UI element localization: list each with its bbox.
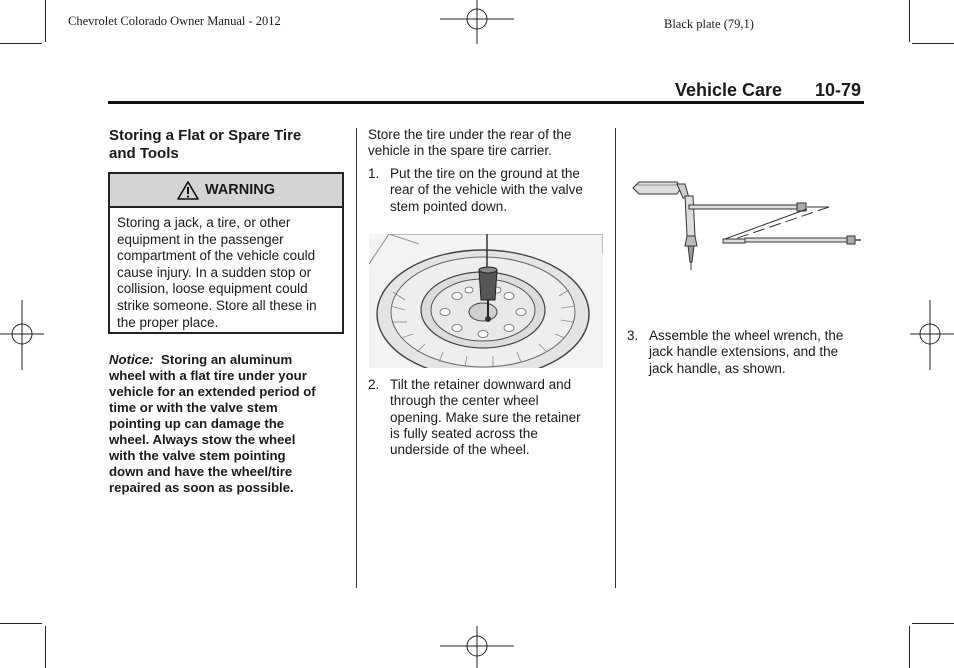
crop-mark-bottom-left-h: [0, 623, 42, 624]
step-line: is fully seated across the: [390, 425, 538, 441]
step-line: Tilt the retainer downward and: [390, 377, 572, 392]
warning-header: [110, 174, 342, 208]
step-line: Put the tire on the ground at the: [390, 166, 580, 181]
step-line: rear of the vehicle with the valve: [390, 182, 583, 198]
warning-line: strike someone. Store all these in: [117, 297, 317, 313]
plate-number: Black plate (79,1): [664, 17, 754, 31]
column-divider-2: [615, 128, 616, 588]
registration-mark-right: [910, 300, 954, 370]
column-divider-1: [356, 128, 357, 588]
warning-line: the proper place.: [117, 314, 219, 330]
section-title: [109, 127, 349, 163]
notice-paragraph: [109, 352, 349, 496]
running-header-page: 10-79: [815, 80, 862, 100]
step-line: opening. Make sure the retainer: [390, 409, 581, 425]
crop-mark-bottom-left-v: [45, 626, 46, 668]
section-title-line-2: and Tools: [109, 145, 179, 162]
notice-line: with the valve stem pointing: [109, 448, 286, 463]
header-rule: [108, 101, 864, 104]
step-3: [627, 328, 867, 380]
warning-exclamation-icon: [177, 181, 199, 200]
warning-box: [108, 172, 344, 334]
registration-mark-bottom: [440, 622, 516, 668]
notice-line: down and have the wheel/tire: [109, 464, 293, 479]
spare-tire-illustration: [369, 234, 603, 368]
intro-line: vehicle in the spare tire carrier.: [368, 143, 552, 159]
step-text: [390, 377, 581, 458]
crop-mark-top-left-v: [45, 0, 46, 42]
notice-line-text: Storing an aluminum: [161, 352, 293, 367]
notice-label: Notice:: [109, 352, 154, 367]
step-number: 2.: [368, 377, 380, 392]
step-number: 3.: [627, 328, 639, 343]
intro-paragraph: [368, 127, 608, 160]
wheel-wrench-assembly-illustration: [627, 176, 863, 272]
crop-mark-bottom-right-h: [912, 623, 954, 624]
step-number: 1.: [368, 166, 380, 181]
notice-line: wheel with a flat tire under your: [109, 368, 307, 383]
crop-mark-top-right-v: [909, 0, 910, 42]
notice-line: time or with the valve stem: [109, 400, 278, 415]
step-line: Assemble the wheel wrench, the: [649, 328, 844, 343]
plate-title: Chevrolet Colorado Owner Manual - 2012: [68, 14, 281, 28]
step-line: jack handle, as shown.: [649, 360, 786, 376]
warning-line: cause injury. In a sudden stop or: [117, 264, 312, 280]
crop-mark-top-right-h: [912, 43, 954, 44]
notice-line: vehicle for an extended period of: [109, 384, 316, 399]
warning-line: compartment of the vehicle could: [117, 248, 316, 264]
step-1: [368, 166, 608, 218]
registration-mark-top: [440, 0, 516, 50]
intro-line: Store the tire under the rear of the: [368, 127, 572, 142]
step-line: underside of the wheel.: [390, 442, 530, 458]
warning-line: Storing a jack, a tire, or other: [117, 215, 291, 230]
step-line: through the center wheel: [390, 393, 539, 409]
crop-mark-top-left-h: [0, 43, 42, 44]
step-text: [390, 166, 583, 215]
section-title-line-1: Storing a Flat or Spare Tire: [109, 127, 302, 144]
notice-line: repaired as soon as possible.: [109, 480, 294, 495]
step-text: [649, 328, 843, 377]
crop-mark-bottom-right-v: [909, 626, 910, 668]
notice-line: wheel. Always stow the wheel: [109, 432, 296, 447]
step-line: jack handle extensions, and the: [649, 344, 839, 360]
warning-body: [110, 208, 342, 331]
notice-line: pointing up can damage the: [109, 416, 285, 431]
warning-line: collision, loose equipment could: [117, 281, 308, 297]
running-header-section: Vehicle Care: [675, 80, 783, 100]
step-line: stem pointed down.: [390, 198, 508, 214]
step-2: [368, 377, 608, 461]
notice-line: [109, 352, 349, 368]
warning-label: WARNING: [204, 182, 276, 198]
registration-mark-left: [0, 300, 45, 370]
warning-line: equipment in the passenger: [117, 231, 284, 247]
